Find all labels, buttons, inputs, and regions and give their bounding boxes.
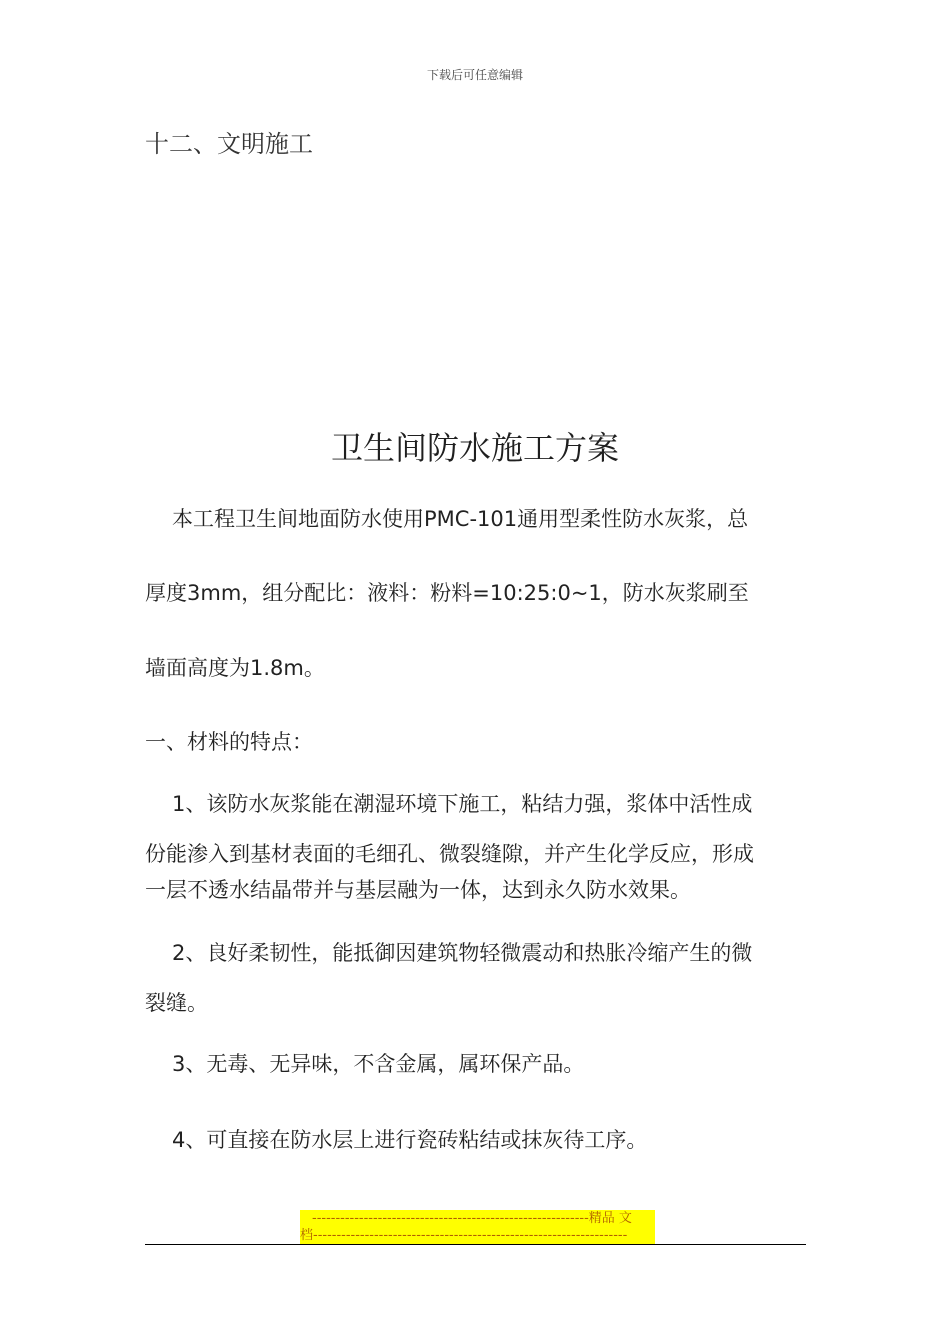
feature-1-line-1: 1、该防水灰浆能在潮湿环境下施工，粘结力强，浆体中活性成 <box>172 792 753 816</box>
footer-banner <box>300 1210 655 1244</box>
header-note: 下载后可任意编辑 <box>426 68 523 82</box>
feature-2-line-2: 裂缝。 <box>145 991 208 1015</box>
intro-line-1: 本工程卫生间地面防水使用PMC-101通用型柔性防水灰浆，总 <box>172 507 749 531</box>
intro-line-3: 墙面高度为1.8m。 <box>145 656 325 680</box>
feature-1-line-2: 份能渗入到基材表面的毛细孔、微裂缝隙，并产生化学反应，形成 <box>145 842 754 866</box>
feature-3: 3、无毒、无异味，不含金属，属环保产品。 <box>172 1052 585 1076</box>
feature-4: 4、可直接在防水层上进行瓷砖粘结或抹灰待工序。 <box>172 1128 648 1152</box>
feature-2-line-1: 2、良好柔韧性，能抵御因建筑物轻微震动和热胀冷缩产生的微 <box>172 941 753 965</box>
section-heading-material-features: 一、材料的特点： <box>145 730 313 754</box>
intro-line-2: 厚度3mm，组分配比：液料：粉料=10:25:0~1，防水灰浆刷至 <box>145 581 749 605</box>
footer-banner-line-2: 档------------------------------------------------------------------- <box>300 1227 655 1244</box>
feature-1-line-3: 一层不透水结晶带并与基层融为一体，达到永久防水效果。 <box>145 878 691 902</box>
footer-banner-line-1: -----------------------------------------------------------精品 文 <box>300 1210 655 1227</box>
document-title: 卫生间防水施工方案 <box>330 429 619 467</box>
section-heading-civilized-construction: 十二、文明施工 <box>145 130 313 158</box>
footer-rule <box>145 1244 806 1245</box>
